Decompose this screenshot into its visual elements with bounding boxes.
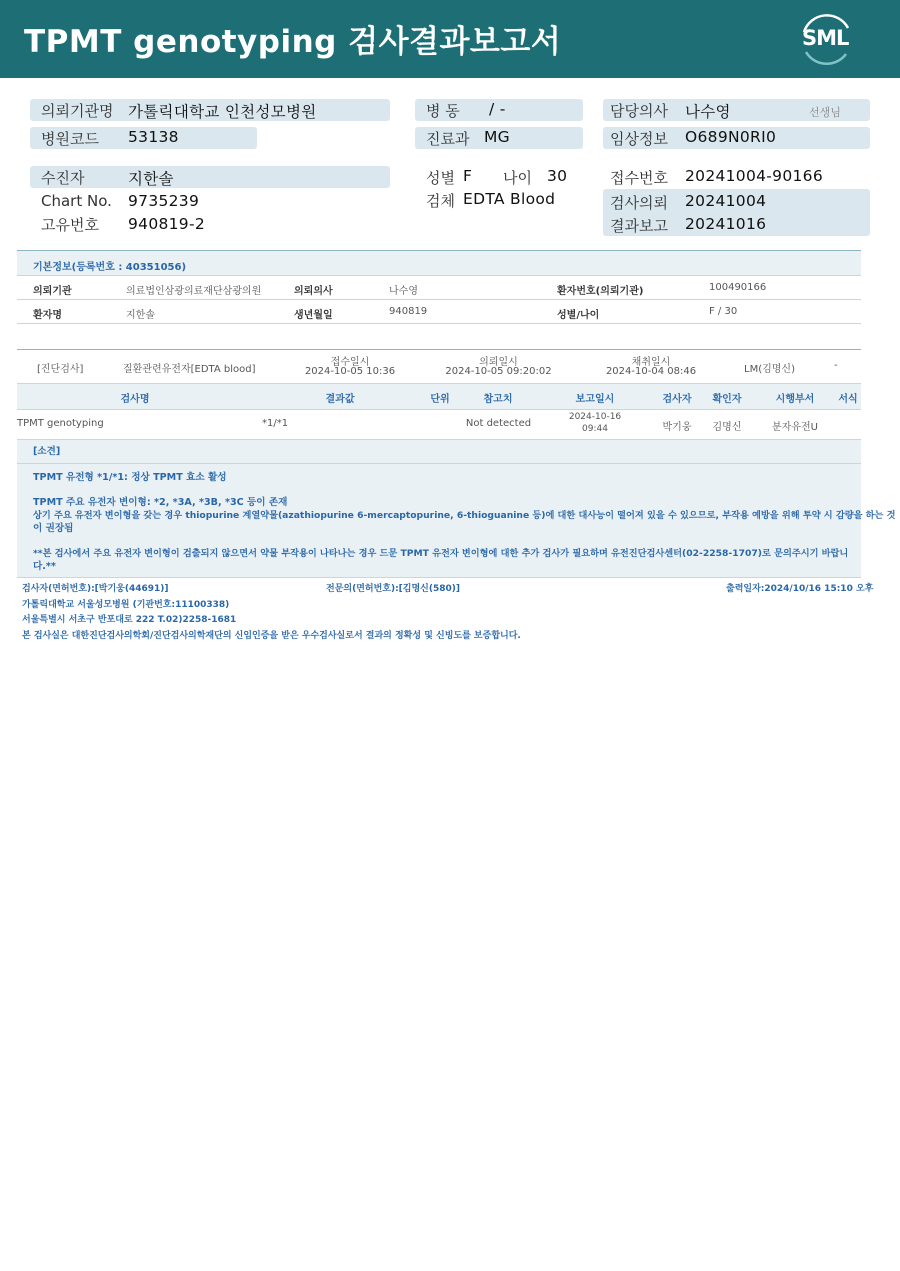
basic-value-patient-no: 100490166 xyxy=(709,282,767,293)
requested-value: 2024-10-05 09:20:02 xyxy=(445,366,552,377)
hospital-code-value: 53138 xyxy=(128,128,179,146)
basic-value-patient: 지한솔 xyxy=(126,310,155,321)
findings-line-5: **본 검사에서 주요 유전자 변이형이 검출되지 않으면서 약물 부작용이 나타나는 경우 드문 TPMT 유전자 변이형에 대한 추가 검사가 필요하며 유전진단검사센터(02-2258-1707)로 문의주시기 바랍니 xyxy=(33,548,849,559)
patient-label: 수진자 xyxy=(41,169,85,187)
divider xyxy=(17,275,861,276)
ward-label: 병 동 xyxy=(426,102,460,120)
ward-value: / - xyxy=(489,100,506,118)
receipt-label: 접수번호 xyxy=(610,169,668,187)
report-date-label: 결과보고 xyxy=(610,217,668,235)
footer-tester: 검사자(면허번호):[박기웅(44691)] xyxy=(22,584,169,594)
logo-text: SML xyxy=(802,26,849,50)
row-test-name: TPMT genotyping xyxy=(17,418,104,429)
row-confirmer: 김명신 xyxy=(712,422,742,433)
col-tester: 검사자 xyxy=(662,394,692,405)
col-result: 결과값 xyxy=(325,394,355,405)
request-label: 검사의뢰 xyxy=(610,194,668,212)
patient-value: 지한솔 xyxy=(128,170,174,188)
footer-certification: 본 검사실은 대한진단검사의학회/진단검사의학재단의 신임인증을 받은 우수검사실로서 결과의 정확성 및 신빙도를 보증합니다. xyxy=(22,631,521,641)
findings-line-1: TPMT 유전형 *1/*1: 정상 TPMT 효소 활성 xyxy=(33,472,227,483)
basic-label-doctor: 의뢰의사 xyxy=(294,286,333,297)
basic-value-institution: 의료법인삼광의료재단삼광의원 xyxy=(126,286,262,297)
sex-label: 성별 xyxy=(426,169,455,187)
row-reference: Not detected xyxy=(465,418,532,429)
basic-value-doctor: 나수영 xyxy=(389,286,418,297)
col-confirmer: 확인자 xyxy=(712,394,742,405)
divider xyxy=(17,323,861,324)
report-title: TPMT genotyping 검사결과보고서 xyxy=(24,24,562,60)
col-reference: 참고치 xyxy=(483,394,513,405)
receipt-value: 20241004-90166 xyxy=(685,167,823,185)
clinical-value: O689N0RI0 xyxy=(685,128,777,146)
received-label: 접수일시 xyxy=(330,357,370,368)
collected-value: 2024-10-04 08:46 xyxy=(605,366,697,377)
age-value: 30 xyxy=(547,167,568,185)
hospital-code-label: 병원코드 xyxy=(41,130,99,148)
row-tester: 박기웅 xyxy=(662,422,692,433)
report-date-value: 20241016 xyxy=(685,215,767,233)
divider xyxy=(17,349,861,350)
doctor-value: 나수영 xyxy=(685,103,731,121)
basic-value-birth: 940819 xyxy=(389,306,428,317)
divider xyxy=(17,409,861,410)
report-header xyxy=(0,0,900,78)
basic-info-title: 기본정보(등록번호 : 40351056) xyxy=(33,262,187,273)
col-report-date: 보고일시 xyxy=(575,394,615,405)
divider xyxy=(17,383,861,384)
divider xyxy=(17,463,861,464)
col-unit: 단위 xyxy=(430,394,450,405)
findings-line-3: 상기 주요 유전자 변이형을 갖는 경우 thiopurine 계열약물(azathiopurine 6-mercaptopurine, 6-thioguanine 등)에 대한 대사능이 떨어져 있을 수 있으므로, 부작용 예방을 위해 투약 시 감량을 하는 것 xyxy=(33,510,896,521)
row-report-time: 09:44 xyxy=(582,424,608,434)
request-value: 20241004 xyxy=(685,192,767,210)
basic-label-institution: 의뢰기관 xyxy=(33,286,72,297)
specimen-label: 검체 xyxy=(426,192,455,210)
findings-line-6: 다.** xyxy=(33,561,56,572)
basic-label-patient: 환자명 xyxy=(33,310,62,321)
unique-label: 고유번호 xyxy=(41,216,99,234)
doctor-suffix: 선생님 xyxy=(809,106,841,119)
dept-label: 진료과 xyxy=(426,130,470,148)
specimen-value: EDTA Blood xyxy=(463,190,556,208)
sex-value: F xyxy=(463,167,473,185)
divider xyxy=(17,299,861,300)
chart-value: 9735239 xyxy=(128,192,200,210)
footer-address: 서울특별시 서초구 반포대로 222 T.02)2258-1681 xyxy=(22,615,237,625)
chart-label: Chart No. xyxy=(41,192,112,210)
lab-dash: - xyxy=(834,360,838,371)
requested-label: 의뢰일시 xyxy=(479,357,518,368)
footer-printed: 출력일자:2024/10/16 15:10 오후 xyxy=(726,584,874,594)
divider xyxy=(17,577,861,578)
age-label: 나이 xyxy=(503,169,532,187)
lab-name: LM(김명신) xyxy=(744,364,795,375)
col-test-name: 검사명 xyxy=(120,394,150,405)
exam-category: [진단검사] xyxy=(37,364,84,375)
dept-value: MG xyxy=(484,128,510,146)
col-form: 서식 xyxy=(838,394,858,405)
clinical-label: 임상정보 xyxy=(610,130,668,148)
findings-title: [소견] xyxy=(33,446,61,457)
unique-value: 940819-2 xyxy=(128,215,206,233)
basic-label-birth: 생년월일 xyxy=(294,310,333,321)
received-value: 2024-10-05 10:36 xyxy=(304,366,396,377)
institution-value: 가톨릭대학교 인천성모병원 xyxy=(128,103,317,121)
sml-logo xyxy=(796,12,856,66)
footer-org: 가톨릭대학교 서울성모병원 (기관번호:11100338) xyxy=(22,600,230,610)
doctor-label: 담당의사 xyxy=(610,102,668,120)
institution-label: 의뢰기관명 xyxy=(41,102,114,120)
col-dept: 시행부서 xyxy=(775,394,815,405)
findings-line-2: TPMT 주요 유전자 변이형: *2, *3A, *3B, *3C 등이 존재 xyxy=(33,497,288,508)
basic-label-sex-age: 성별/나이 xyxy=(557,310,600,321)
row-result: *1/*1 xyxy=(262,418,289,429)
footer-specialist: 전문의(면허번호):[김명신(580)] xyxy=(326,584,461,594)
collected-label: 채취일시 xyxy=(631,357,671,368)
basic-label-patient-no: 환자번호(의뢰기관) xyxy=(557,286,644,297)
row-report-date: 2024-10-16 xyxy=(568,412,622,422)
exam-category-value: 질환관련유전자[EDTA blood] xyxy=(123,364,256,375)
findings-line-4: 이 권장됨 xyxy=(33,523,74,534)
basic-value-sex-age: F / 30 xyxy=(709,306,738,317)
row-dept: 분자유전U xyxy=(772,422,818,433)
